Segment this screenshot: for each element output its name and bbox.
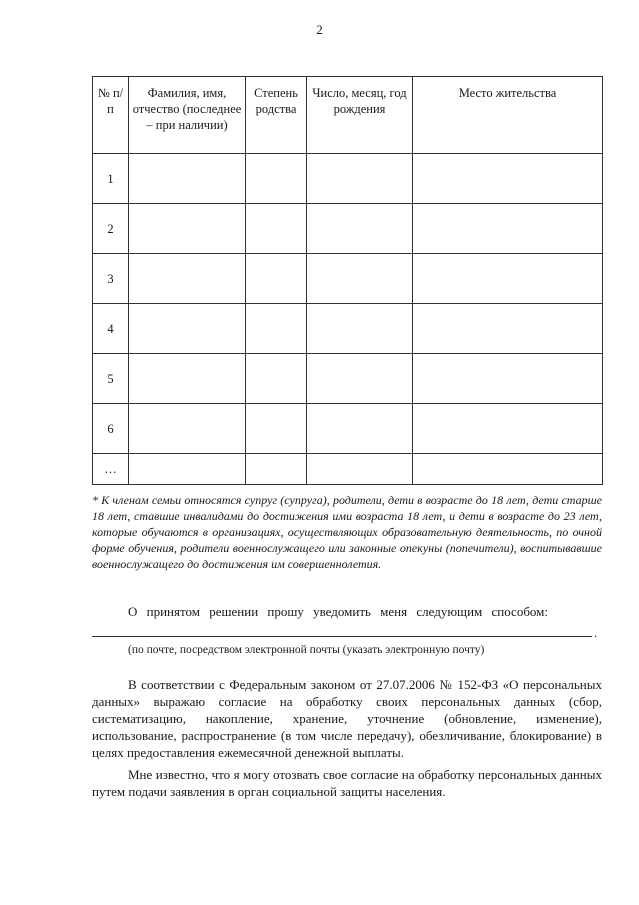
- notification-method-text: О принятом решении прошу уведомить меня следующим способом:: [128, 604, 549, 619]
- personal-data-consent-paragraph: В соответствии с Федеральным законом от 27.07.2006 № 152-ФЗ «О персональных данных» выражаю согласие на обработку своих персональных данных (сбор, систематизацию, накопление, хранение, уточнение (обновление, изменение), использование, распространение (в том числе передачу), обезличивание, блокирование) в целях предоставления ежемесячной денежной выплаты.: [92, 677, 602, 760]
- residence-cell[interactable]: [413, 204, 603, 254]
- relationship-cell[interactable]: [246, 304, 307, 354]
- full-name-cell[interactable]: [129, 204, 246, 254]
- full-name-cell[interactable]: [129, 404, 246, 454]
- residence-cell[interactable]: [413, 304, 603, 354]
- row-number: 5: [93, 354, 129, 404]
- full-name-cell[interactable]: [129, 354, 246, 404]
- row-number: 3: [93, 254, 129, 304]
- birth-date-cell[interactable]: [307, 154, 413, 204]
- row-number: 2: [93, 204, 129, 254]
- table-row: [93, 254, 603, 304]
- header-full-name: Фамилия, имя, отчество (последнее – при наличии): [129, 77, 246, 154]
- family-members-footnote: * К членам семьи относятся супруг (супруга), родители, дети в возрасте до 18 лет, дети старше 18 лет, ставшие инвалидами до достижения ими возраста 18 лет, и дети в возрасте до 23 лет, которые обучаются в организациях, осуществляющих образовательную деятельность, по очной форме обучения, родители военнослужащего или законные опекуны (попечители), воспитывавшие военнослужащего до достижения им совершеннолетия.: [92, 493, 602, 571]
- birth-date-cell[interactable]: [307, 304, 413, 354]
- table-row: [93, 404, 603, 454]
- birth-date-cell[interactable]: [307, 354, 413, 404]
- table-header-row: [93, 77, 603, 154]
- header-number: № п/п: [93, 77, 129, 154]
- birth-date-cell[interactable]: [307, 404, 413, 454]
- header-birth-date: Число, месяц, год рождения: [307, 77, 413, 154]
- relationship-cell[interactable]: [246, 454, 307, 485]
- row-number: …: [93, 454, 129, 485]
- residence-cell[interactable]: [413, 354, 603, 404]
- full-name-cell[interactable]: [129, 254, 246, 304]
- row-number: 6: [93, 404, 129, 454]
- birth-date-cell[interactable]: [307, 454, 413, 485]
- row-number: 1: [93, 154, 129, 204]
- table-row: [93, 204, 603, 254]
- notification-method-hint: (по почте, посредством электронной почты (указать электронную почту): [128, 644, 485, 656]
- birth-date-cell[interactable]: [307, 254, 413, 304]
- table-row: [93, 154, 603, 204]
- relationship-cell[interactable]: [246, 404, 307, 454]
- residence-cell[interactable]: [413, 454, 603, 485]
- consent-revocation-paragraph: Мне известно, что я могу отозвать свое согласие на обработку персональных данных путем подачи заявления в орган социальной защиты населения.: [92, 767, 602, 799]
- full-name-cell[interactable]: [129, 304, 246, 354]
- residence-cell[interactable]: [413, 404, 603, 454]
- row-number: 4: [93, 304, 129, 354]
- birth-date-cell[interactable]: [307, 204, 413, 254]
- residence-cell[interactable]: [413, 254, 603, 304]
- header-residence: Место жительства: [413, 77, 603, 154]
- line-end-period: .: [594, 625, 598, 640]
- table-row: [93, 454, 603, 485]
- table-row: [93, 354, 603, 404]
- relationship-cell[interactable]: [246, 204, 307, 254]
- full-name-cell[interactable]: [129, 154, 246, 204]
- family-members-table: [92, 76, 603, 485]
- full-name-cell[interactable]: [129, 454, 246, 485]
- header-relationship: Степень родства: [246, 77, 307, 154]
- relationship-cell[interactable]: [246, 354, 307, 404]
- relationship-cell[interactable]: [246, 254, 307, 304]
- page-number: 2: [316, 22, 323, 37]
- notification-method-line[interactable]: [92, 636, 592, 637]
- residence-cell[interactable]: [413, 154, 603, 204]
- consent-section: [92, 676, 602, 800]
- table-row: [93, 304, 603, 354]
- relationship-cell[interactable]: [246, 154, 307, 204]
